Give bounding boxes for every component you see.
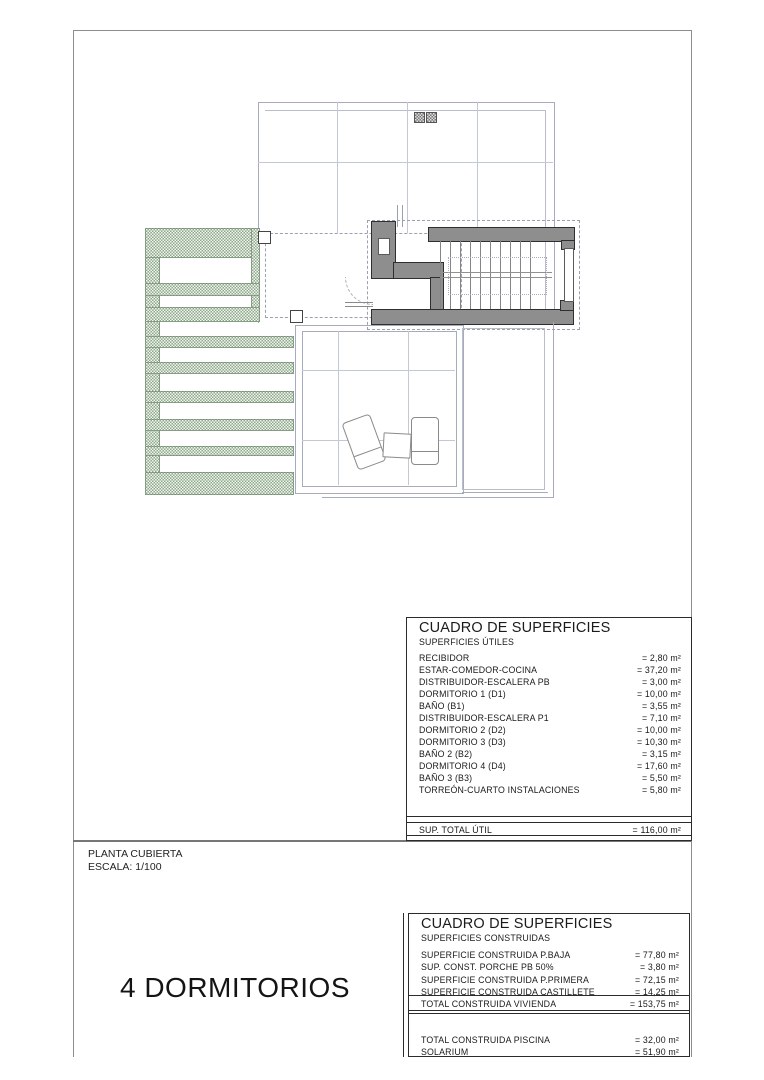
table-total-row <box>409 998 689 1010</box>
table-rule <box>409 1013 689 1014</box>
pergola-slat <box>145 283 260 296</box>
table-row <box>407 724 691 736</box>
table-row <box>407 688 691 700</box>
row-value: = 10,00 m² <box>636 689 681 699</box>
terrace-grid-line <box>408 331 409 485</box>
row-label: TORREÓN-CUARTO INSTALACIONES <box>419 785 580 795</box>
table-row <box>407 664 691 676</box>
side-table <box>382 432 411 458</box>
row-value: = 5,80 m² <box>642 785 681 795</box>
table-title: CUADRO DE SUPERFICIES <box>419 620 611 636</box>
pergola-slat <box>145 336 294 348</box>
table-row <box>407 772 691 784</box>
total-value: = 153,75 m² <box>629 999 679 1009</box>
table-extra-rows <box>409 1034 689 1059</box>
title-block-vline <box>403 913 404 1057</box>
row-value: = 3,55 m² <box>642 701 681 711</box>
table-row <box>407 712 691 724</box>
row-value: = 7,10 m² <box>642 713 681 723</box>
pergola-slat <box>145 419 294 431</box>
chair-seam <box>354 446 381 457</box>
roof-grid-line <box>258 162 553 163</box>
door-leaf <box>345 302 373 307</box>
table-rule <box>409 995 689 996</box>
row-value: = 17,60 m² <box>636 761 681 771</box>
row-label: SOLARIUM <box>421 1047 469 1058</box>
row-value: = 77,80 m² <box>634 950 679 960</box>
row-label: TOTAL CONSTRUIDA PISCINA <box>421 1035 551 1045</box>
tower-glass-wall <box>564 248 574 302</box>
table-row <box>409 974 689 986</box>
table-subtitle: SUPERFICIES CONSTRUIDAS <box>421 933 551 943</box>
row-value: = 10,00 m² <box>636 725 681 735</box>
terrace-grid-line <box>302 370 455 371</box>
row-label: RECIBIDOR <box>419 653 470 663</box>
row-value: = 72,15 m² <box>634 974 679 985</box>
plan-scale: ESCALA: 1/100 <box>88 861 162 873</box>
roof-drain-icon <box>414 112 425 123</box>
pergola-bottom-band <box>145 472 294 495</box>
table-row <box>407 676 691 688</box>
bedrooms-title: 4 DORMITORIOS <box>119 972 350 1003</box>
row-label: DORMITORIO 1 (D1) <box>419 689 506 699</box>
table-title: CUADRO DE SUPERFICIES <box>421 916 613 932</box>
tower-window <box>378 238 390 255</box>
stairwell-dotted-outline <box>448 257 547 295</box>
table-row <box>409 949 689 961</box>
row-label: BAÑO (B1) <box>419 701 465 711</box>
table-row <box>407 748 691 760</box>
lounge-chair <box>411 417 439 465</box>
row-value: = 14,25 m² <box>634 986 679 997</box>
table-row <box>407 736 691 748</box>
pergola-slat <box>145 307 260 322</box>
pergola-slat <box>145 362 294 374</box>
row-label: BAÑO 2 (B2) <box>419 749 473 759</box>
row-label: SUPERFICIE CONSTRUIDA P.BAJA <box>421 950 571 960</box>
row-value: = 3,15 m² <box>642 749 681 759</box>
column-marker <box>290 310 303 323</box>
row-value: = 3,80 m² <box>640 962 679 973</box>
table-subtitle: SUPERFICIES ÚTILES <box>419 637 515 647</box>
total-label: TOTAL CONSTRUIDA VIVIENDA <box>421 999 557 1009</box>
table-rule <box>407 822 691 823</box>
row-label: DORMITORIO 3 (D3) <box>419 737 506 747</box>
side-block-outline <box>462 328 545 490</box>
row-value: = 3,00 m² <box>642 677 681 687</box>
row-label: SUP. CONST. PORCHE PB 50% <box>421 962 554 973</box>
row-label: SUPERFICIE CONSTRUIDA CASTILLETE <box>421 986 595 997</box>
column-marker <box>258 231 271 244</box>
terrace-grid-line <box>338 331 339 485</box>
vent-lines <box>397 205 403 227</box>
row-label: SUPERFICIE CONSTRUIDA P.PRIMERA <box>421 974 590 985</box>
roof-grid-line <box>477 102 478 233</box>
plan-caption <box>88 848 183 874</box>
row-label: DORMITORIO 2 (D2) <box>419 725 506 735</box>
table-row <box>407 700 691 712</box>
table-rule <box>409 1010 689 1011</box>
pergola-top-band <box>145 228 260 258</box>
surface-table-utiles <box>406 617 692 841</box>
table-row <box>409 1046 689 1058</box>
table-rule <box>407 835 691 836</box>
table-row <box>407 784 691 796</box>
chair-seam <box>412 451 438 452</box>
row-label: ESTAR-COMEDOR-COCINA <box>419 665 538 675</box>
table-row <box>409 986 689 998</box>
table-row <box>407 760 691 772</box>
row-value: = 37,20 m² <box>636 665 681 675</box>
surface-table-construidas <box>408 913 690 1057</box>
row-label: DISTRIBUIDOR-ESCALERA P1 <box>419 713 549 723</box>
pergola-slat <box>145 446 294 456</box>
roof-drain-icon <box>426 112 437 123</box>
table-row <box>409 1034 689 1046</box>
table-rows <box>407 652 691 796</box>
total-value: = 116,00 m² <box>632 825 681 835</box>
pergola-slat <box>145 391 294 403</box>
row-label: DISTRIBUIDOR-ESCALERA PB <box>419 677 550 687</box>
row-label: DORMITORIO 4 (D4) <box>419 761 506 771</box>
plan-name: PLANTA CUBIERTA <box>88 848 183 860</box>
tower-wall-bottom <box>371 309 574 325</box>
plan-edge-line <box>553 322 554 497</box>
total-label: SUP. TOTAL ÚTIL <box>419 825 493 835</box>
row-value: = 2,80 m² <box>642 653 681 663</box>
row-label: BAÑO 3 (B3) <box>419 773 473 783</box>
table-row <box>407 652 691 664</box>
plan-edge-line <box>322 497 554 498</box>
row-value: = 10,30 m² <box>636 737 681 747</box>
roof-grid-line <box>407 102 408 233</box>
row-value: = 51,90 m² <box>634 1047 679 1058</box>
row-value: = 32,00 m² <box>634 1035 679 1045</box>
table-rows <box>409 949 689 998</box>
row-value: = 5,50 m² <box>642 773 681 783</box>
roof-grid-line <box>337 102 338 233</box>
table-row <box>409 961 689 973</box>
table-rule <box>407 816 691 817</box>
plan-edge-line <box>462 492 548 493</box>
